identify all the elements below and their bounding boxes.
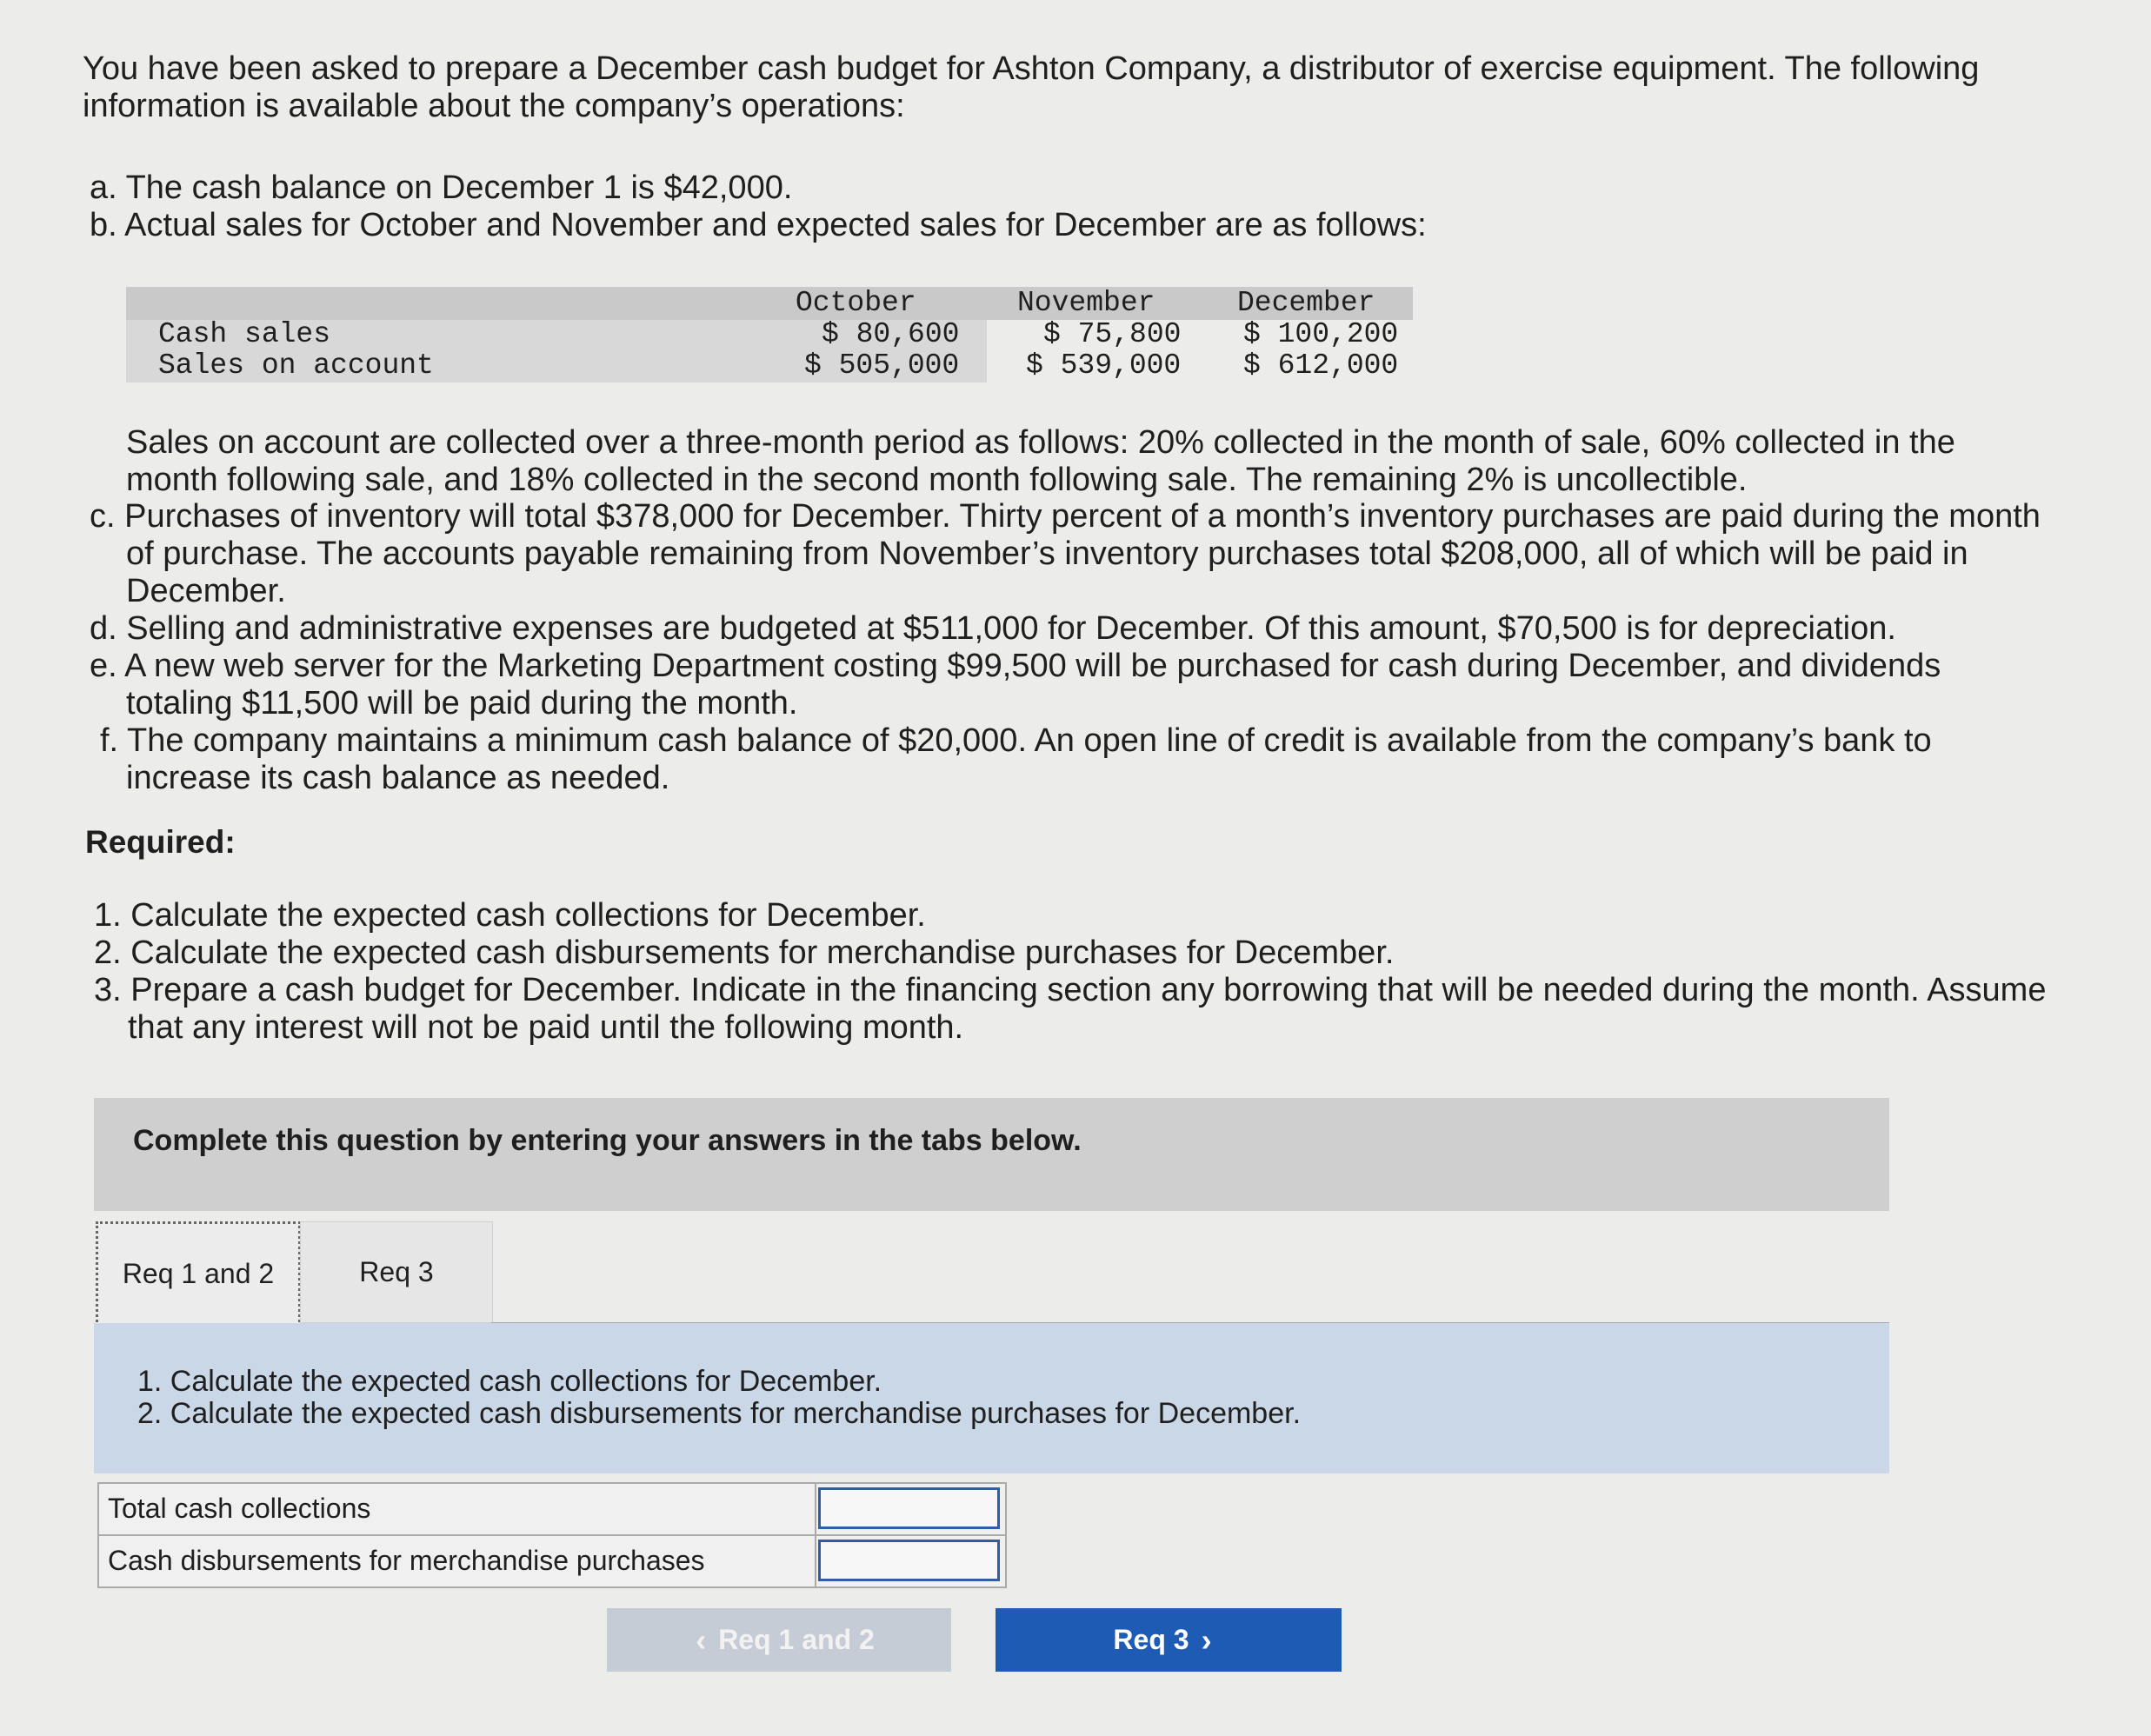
total-cash-collections-input[interactable] bbox=[818, 1487, 1000, 1529]
instruction-2: 2. Calculate the expected cash disbursements for merchandise purchases for December. bbox=[137, 1397, 1302, 1430]
intro-text: You have been asked to prepare a December cash budget for Ashton Company, a distributor of exercise equipment. The following information is available about the company’s operations: bbox=[83, 50, 1980, 124]
collection-note-1: Sales on account are collected over a three-month period as follows: 20% collected in the month of sale, 60% collected in the bbox=[126, 424, 1955, 461]
cash-disbursements-input[interactable] bbox=[818, 1540, 1000, 1581]
instruction-1: 1. Calculate the expected cash collections for December. bbox=[137, 1365, 882, 1398]
prev-button-label: Req 1 and 2 bbox=[718, 1624, 875, 1655]
chevron-left-icon: ‹ bbox=[696, 1621, 707, 1658]
required-item-2: 2. Calculate the expected cash disbursements for merchandise purchases for December. bbox=[94, 935, 1395, 971]
item-c: c. Purchases of inventory will total $378,000 for December. Thirty percent of a month’s inventory purchases are paid during the month bbox=[90, 498, 2041, 535]
panel-header-text: Complete this question by entering your answers in the tabs below. bbox=[133, 1124, 1082, 1157]
header-december: December bbox=[1237, 287, 1375, 319]
collection-note-2: month following sale, and 18% collected in the second month following sale. The remaining 2% is uncollectible. bbox=[126, 462, 1748, 498]
cell-account-nov: $ 539,000 bbox=[1026, 349, 1182, 382]
next-button[interactable] bbox=[996, 1608, 1342, 1672]
item-e-line2: totaling $11,500 will be paid during the month. bbox=[126, 685, 798, 722]
header-october: October bbox=[796, 287, 916, 319]
required-heading: Required: bbox=[85, 824, 236, 860]
question-panel-header bbox=[94, 1098, 1889, 1211]
answer-row-collections bbox=[99, 1484, 1005, 1534]
label-cash-disbursements: Cash disbursements for merchandise purchases bbox=[108, 1545, 705, 1576]
required-item-3-cont: that any interest will not be paid until the following month. bbox=[128, 1009, 964, 1046]
row-label-sales-on-account: Sales on account bbox=[158, 349, 434, 382]
answer-row-disbursements bbox=[99, 1534, 1005, 1586]
item-a: a. The cash balance on December 1 is $42,000. bbox=[90, 170, 793, 206]
tab-req-3[interactable]: Req 3 bbox=[300, 1221, 493, 1323]
item-d: d. Selling and administrative expenses are budgeted at $511,000 for December. Of this amount, $70,500 is for depreciation. bbox=[90, 610, 1896, 647]
item-c-line3: December. bbox=[126, 573, 286, 609]
item-f: f. The company maintains a minimum cash balance of $20,000. An open line of credit is available from the company’s bank to bbox=[100, 722, 1932, 759]
cell-cash-dec: $ 100,200 bbox=[1243, 318, 1399, 350]
required-item-3: 3. Prepare a cash budget for December. Indicate in the financing section any borrowing that will be needed during the month. Assume bbox=[94, 972, 2047, 1008]
item-c-line2: of purchase. The accounts payable remaining from November’s inventory purchases total $208,000, all of which will be paid in bbox=[126, 535, 1968, 572]
item-f-line2: increase its cash balance as needed. bbox=[126, 760, 670, 796]
cell-account-dec: $ 612,000 bbox=[1243, 349, 1399, 382]
sales-table-header bbox=[126, 287, 1413, 320]
required-item-1: 1. Calculate the expected cash collections for December. bbox=[94, 897, 926, 934]
cell-account-oct: $ 505,000 bbox=[804, 349, 960, 382]
prev-button[interactable] bbox=[607, 1608, 951, 1672]
instructions-box bbox=[94, 1323, 1889, 1473]
header-november: November bbox=[1017, 287, 1155, 319]
next-button-label: Req 3 bbox=[1113, 1624, 1189, 1655]
answer-table bbox=[97, 1482, 1007, 1588]
row-label-cash-sales: Cash sales bbox=[158, 318, 331, 350]
tab-req-1-and-2[interactable]: Req 1 and 2 bbox=[96, 1221, 301, 1327]
cell-cash-oct: $ 80,600 bbox=[822, 318, 960, 350]
cell-cash-nov: $ 75,800 bbox=[1043, 318, 1182, 350]
chevron-right-icon: › bbox=[1201, 1621, 1212, 1658]
item-b: b. Actual sales for October and November and expected sales for December are as follows: bbox=[90, 207, 1427, 243]
label-total-cash-collections: Total cash collections bbox=[108, 1493, 371, 1524]
item-e: e. A new web server for the Marketing Department costing $99,500 will be purchased for cash during December, and dividends bbox=[90, 648, 1941, 684]
